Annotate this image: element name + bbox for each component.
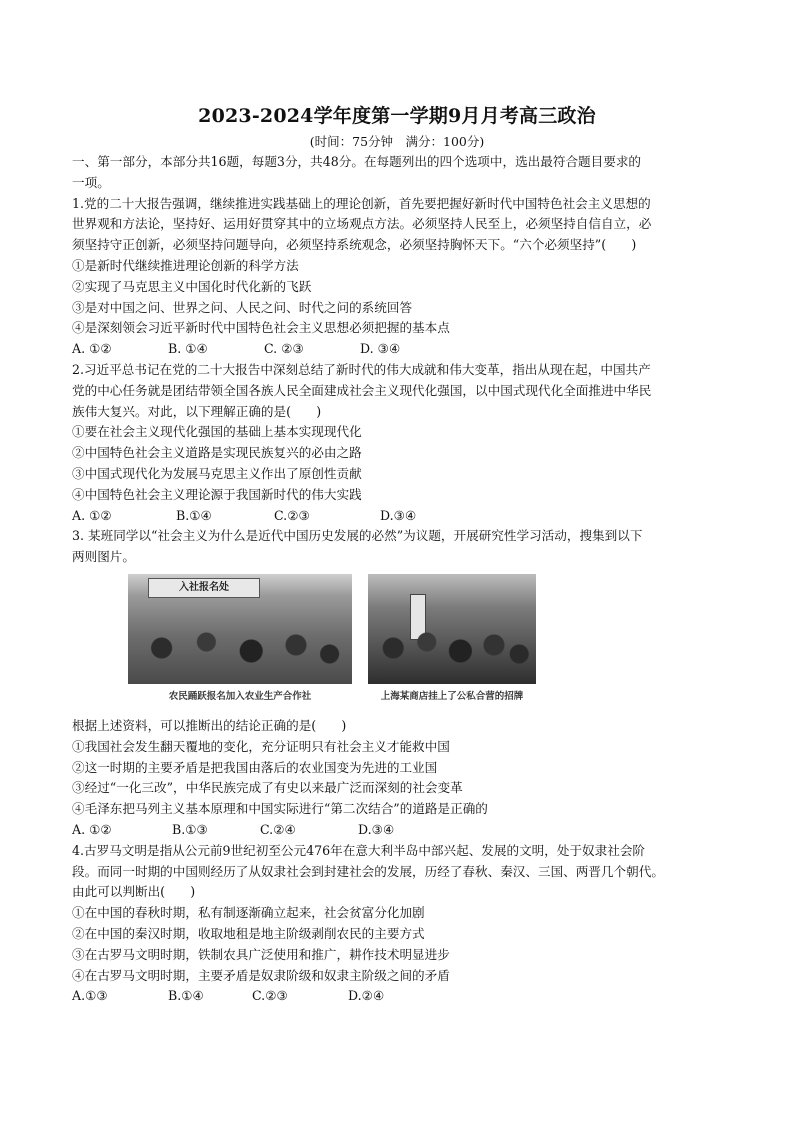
question-3 bbox=[72, 526, 722, 840]
question-item: ④中国特色社会主义理论源于我国新时代的伟大实践 bbox=[72, 486, 362, 502]
exam-page bbox=[72, 100, 722, 1007]
answer-options bbox=[72, 986, 722, 1007]
option-d[interactable]: D.③④ bbox=[380, 507, 417, 523]
option-c[interactable]: C. ②③ bbox=[264, 341, 304, 357]
option-d[interactable]: D. ③④ bbox=[360, 341, 401, 357]
answer-options bbox=[72, 820, 722, 841]
question-item: ④在古罗马文明时期，主要矛盾是奴隶阶级和奴隶主阶级之间的矛盾 bbox=[72, 967, 450, 983]
exam-title: 2023-2024学年度第一学期9月月考高三政治 bbox=[198, 105, 596, 127]
question-item: ③在古罗马文明时期，铁制农具广泛使用和推广，耕作技术明显进步 bbox=[72, 946, 450, 962]
question-stem: 2.习近平总书记在党的二十大报告中深刻总结了新时代的伟大成就和伟大变革，指出从现在起，中国共产 bbox=[72, 361, 651, 377]
question-stem: 由此可以判断出( ) bbox=[72, 884, 196, 900]
question-4 bbox=[72, 841, 722, 1007]
question-item: ④是深刻领会习近平新时代中国特色社会主义思想必须把握的基本点 bbox=[72, 320, 450, 336]
answer-options bbox=[72, 339, 722, 360]
cooperative-signup-photo bbox=[128, 574, 352, 684]
option-a[interactable]: A. ①② bbox=[72, 507, 112, 523]
question-item: ④毛泽东把马列主义基本原理和中国实际进行“第二次结合”的道路是正确的 bbox=[72, 801, 488, 817]
option-d[interactable]: D.③④ bbox=[358, 821, 395, 837]
question-item: ②这一时期的主要矛盾是把我国由落后的农业国变为先进的工业国 bbox=[72, 759, 438, 775]
option-c[interactable]: C.②④ bbox=[260, 821, 296, 837]
question-stem: 段。而同一时期的中国则经历了从奴隶社会到封建社会的发展，历经了春秋、秦汉、三国、两晋几个朝代。 bbox=[72, 863, 664, 879]
option-c[interactable]: C.②③ bbox=[252, 988, 288, 1004]
question-stem: 1.党的二十大报告强调，继续推进实践基础上的理论创新，首先要把握好新时代中国特色社会主义思想的 bbox=[72, 195, 651, 211]
crowd-shape bbox=[128, 624, 352, 684]
question-item: ①在中国的春秋时期，私有制逐渐确立起来，社会贫富分化加剧 bbox=[72, 905, 425, 921]
question-item: ②在中国的秦汉时期，收取地租是地主阶级剥削农民的主要方式 bbox=[72, 925, 425, 941]
answer-options bbox=[72, 506, 722, 527]
question-stem: 族伟大复兴。对此，以下理解正确的是( ) bbox=[72, 403, 322, 419]
question-images bbox=[72, 574, 722, 712]
question-2 bbox=[72, 360, 722, 526]
option-a[interactable]: A. ①② bbox=[72, 821, 112, 837]
question-stem: 世界观和方法论，坚持好、运用好贯穿其中的立场观点方法。必须坚持人民至上，必须坚持自信自立，必 bbox=[72, 216, 652, 232]
question-item: ②实现了马克思主义中国化时代化新的飞跃 bbox=[72, 278, 312, 294]
photo-caption-right: 上海某商店挂上了公私合营的招牌 bbox=[380, 690, 524, 702]
section-instruction-line-2: 一项。 bbox=[72, 174, 110, 190]
signup-banner: 入社报名处 bbox=[148, 578, 260, 598]
question-item: ③中国式现代化为发展马克思主义作出了原创性贡献 bbox=[72, 465, 362, 481]
option-b[interactable]: B.①④ bbox=[168, 988, 204, 1004]
shop-sign-photo bbox=[368, 574, 536, 684]
question-item: ③经过“一化三改”，中华民族完成了有史以来最广泛而深刻的社会变革 bbox=[72, 780, 463, 796]
option-a[interactable]: A. ①② bbox=[72, 341, 112, 357]
question-stem: 须坚持守正创新，必须坚持问题导向，必须坚持系统观念，必须坚持胸怀天下。“六个必须坚持”( ) bbox=[72, 237, 637, 253]
photo-caption-left: 农民踊跃报名加入农业生产合作社 bbox=[168, 690, 312, 702]
option-c[interactable]: C.②③ bbox=[274, 507, 310, 523]
question-item: ③是对中国之问、世界之问、人民之问、时代之问的系统回答 bbox=[72, 299, 413, 315]
crowd-shape bbox=[368, 624, 536, 684]
question-stem: 党的中心任务就是团结带领全国各族人民全面建成社会主义现代化强国，以中国式现代化全面推进中华民 bbox=[72, 382, 652, 398]
option-b[interactable]: B.①④ bbox=[176, 507, 212, 523]
option-d[interactable]: D.②④ bbox=[348, 988, 385, 1004]
question-item: ①要在社会主义现代化强国的基础上基本实现现代化 bbox=[72, 424, 362, 440]
option-a[interactable]: A.①③ bbox=[72, 988, 108, 1004]
option-b[interactable]: B. ①④ bbox=[168, 341, 208, 357]
question-stem: 4.古罗马文明是指从公元前9世纪初至公元476年在意大利半岛中部兴起、发展的文明，处于奴隶社会阶 bbox=[72, 842, 646, 858]
question-item: ①是新时代继续推进理论创新的科学方法 bbox=[72, 257, 299, 273]
question-item: ②中国特色社会主义道路是实现民族复兴的必由之路 bbox=[72, 445, 362, 461]
question-1 bbox=[72, 194, 722, 360]
question-stem: 两则图片。 bbox=[72, 549, 135, 565]
exam-time-score: (时间：75分钟 满分：100分) bbox=[309, 134, 485, 149]
question-prompt: 根据上述资料，可以推断出的结论正确的是( ) bbox=[72, 717, 347, 733]
section-instruction-line-1: 一、第一部分，本部分共16题，每题3分，共48分。在每题列出的四个选项中，选出最符合题目要求的 bbox=[72, 154, 642, 169]
option-b[interactable]: B.①③ bbox=[172, 821, 208, 837]
question-item: ①我国社会发生翻天覆地的变化，充分证明只有社会主义才能救中国 bbox=[72, 738, 450, 754]
question-stem: 3. 某班同学以“社会主义为什么是近代中国历史发展的必然”为议题，开展研究性学习活动，搜集到以下 bbox=[72, 528, 643, 544]
